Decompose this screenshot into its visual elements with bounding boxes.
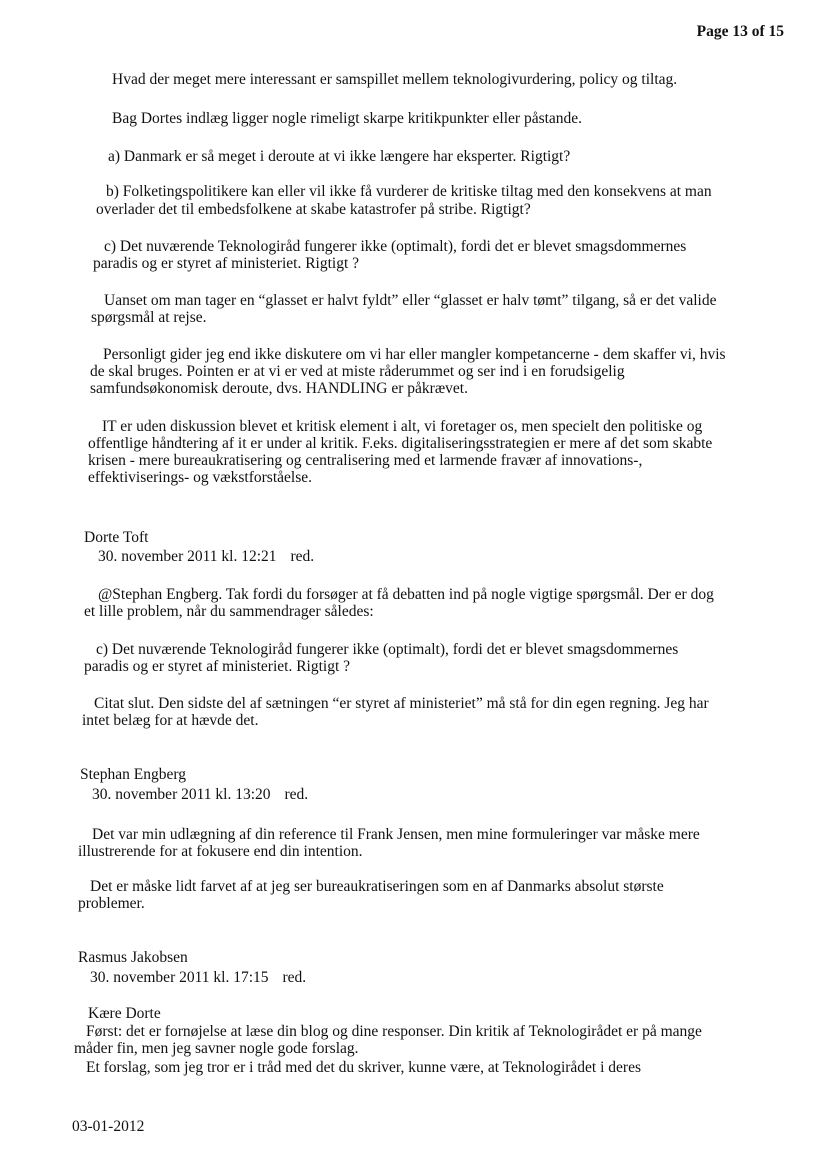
comment-author: Dorte Toft (84, 529, 149, 546)
comment-date: 30. november 2011 kl. 12:21 (98, 548, 277, 565)
paragraph-line: paradis og er styret af ministeriet. Rigtigt ? (93, 255, 360, 272)
comment-author: Stephan Engberg (80, 766, 187, 783)
red-label: red. (282, 969, 307, 986)
paragraph-line: effektiviserings- og vækstforståelse. (88, 469, 312, 486)
red-label: red. (284, 786, 309, 803)
paragraph-line: Kære Dorte (88, 1005, 161, 1022)
comment-date-line (92, 786, 308, 804)
paragraph-line: Det var min udlægning af din reference til Frank Jensen, men mine formuleringer var måske mere (92, 826, 700, 843)
paragraph-line: Først: det er fornøjelse at læse din blog og dine responser. Din kritik af Teknologirådet er på mange (86, 1023, 702, 1040)
comment-date: 30. november 2011 kl. 13:20 (92, 786, 271, 803)
footer-date: 03-01-2012 (72, 1118, 145, 1135)
paragraph-line: problemer. (78, 895, 145, 912)
paragraph-line: b) Folketingspolitikere kan eller vil ikke få vurderer de kritiske tiltag med den konsekvens at man (106, 183, 712, 200)
paragraph-line: c) Det nuværende Teknologiråd fungerer ikke (optimalt), fordi det er blevet smagsdommernes (96, 641, 679, 658)
paragraph-line: paradis og er styret af ministeriet. Rigtigt ? (84, 658, 351, 675)
paragraph-line: et lille problem, når du sammendrager således: (84, 603, 374, 620)
paragraph: Bag Dortes indlæg ligger nogle rimeligt skarpe kritikpunkter eller påstande. (112, 110, 583, 127)
paragraph-line: Citat slut. Den sidste del af sætningen “er styret af ministeriet” må stå for din egen regning. Jeg har (94, 695, 709, 712)
comment-author: Rasmus Jakobsen (78, 949, 188, 966)
paragraph-line: offentlige håndtering af it er under al kritik. F.eks. digitaliseringsstrategien er mere af det som skabte (88, 435, 713, 452)
comment-date-line (98, 548, 314, 566)
paragraph-line: måder fin, men jeg savner nogle gode forslag. (74, 1040, 359, 1057)
paragraph-line: overlader det til embedsfolkene at skabe katastrofer på stribe. Rigtigt? (96, 201, 531, 218)
paragraph: Hvad der meget mere interessant er samspillet mellem teknologivurdering, policy og tiltag. (112, 71, 678, 88)
paragraph-line: krisen - mere bureaukratisering og centralisering med et larmende fravær af innovations-, (88, 452, 643, 469)
paragraph-line: Et forslag, som jeg tror er i tråd med det du skriver, kunne være, at Teknologirådet i deres (86, 1059, 641, 1076)
paragraph-line: @Stephan Engberg. Tak fordi du forsøger at få debatten ind på nogle vigtige spørgsmål. Der er dog (98, 586, 714, 603)
comment-date-line (90, 969, 306, 987)
paragraph: a) Danmark er så meget i deroute at vi ikke længere har eksperter. Rigtigt? (108, 148, 571, 165)
paragraph-line: Uanset om man tager en “glasset er halvt fyldt” eller “glasset er halv tømt” tilgang, så er det valide (104, 292, 717, 309)
paragraph-line: de skal bruges. Pointen er at vi er ved at miste råderummet og ser ind i en forudsigelig (90, 363, 625, 380)
paragraph-line: illustrerende for at fokusere end din intention. (78, 843, 363, 860)
paragraph-line: Det er måske lidt farvet af at jeg ser bureaukratiseringen som en af Danmarks absolut største (90, 878, 664, 895)
page-number: Page 13 of 15 (696, 23, 784, 40)
comment-date: 30. november 2011 kl. 17:15 (90, 969, 269, 986)
paragraph-line: samfundsøkonomisk deroute, dvs. HANDLING er påkrævet. (90, 380, 468, 397)
red-label: red. (290, 548, 315, 565)
paragraph-line: intet belæg for at hævde det. (82, 712, 259, 729)
paragraph-line: c) Det nuværende Teknologiråd fungerer ikke (optimalt), fordi det er blevet smagsdommernes (104, 238, 687, 255)
paragraph-line: IT er uden diskussion blevet et kritisk element i alt, vi foretager os, men specielt den politiske og (102, 418, 703, 435)
paragraph-line: Personligt gider jeg end ikke diskutere om vi har eller mangler kompetancerne - dem skaffer vi, hvis (103, 346, 726, 363)
paragraph-line: spørgsmål at rejse. (91, 309, 207, 326)
